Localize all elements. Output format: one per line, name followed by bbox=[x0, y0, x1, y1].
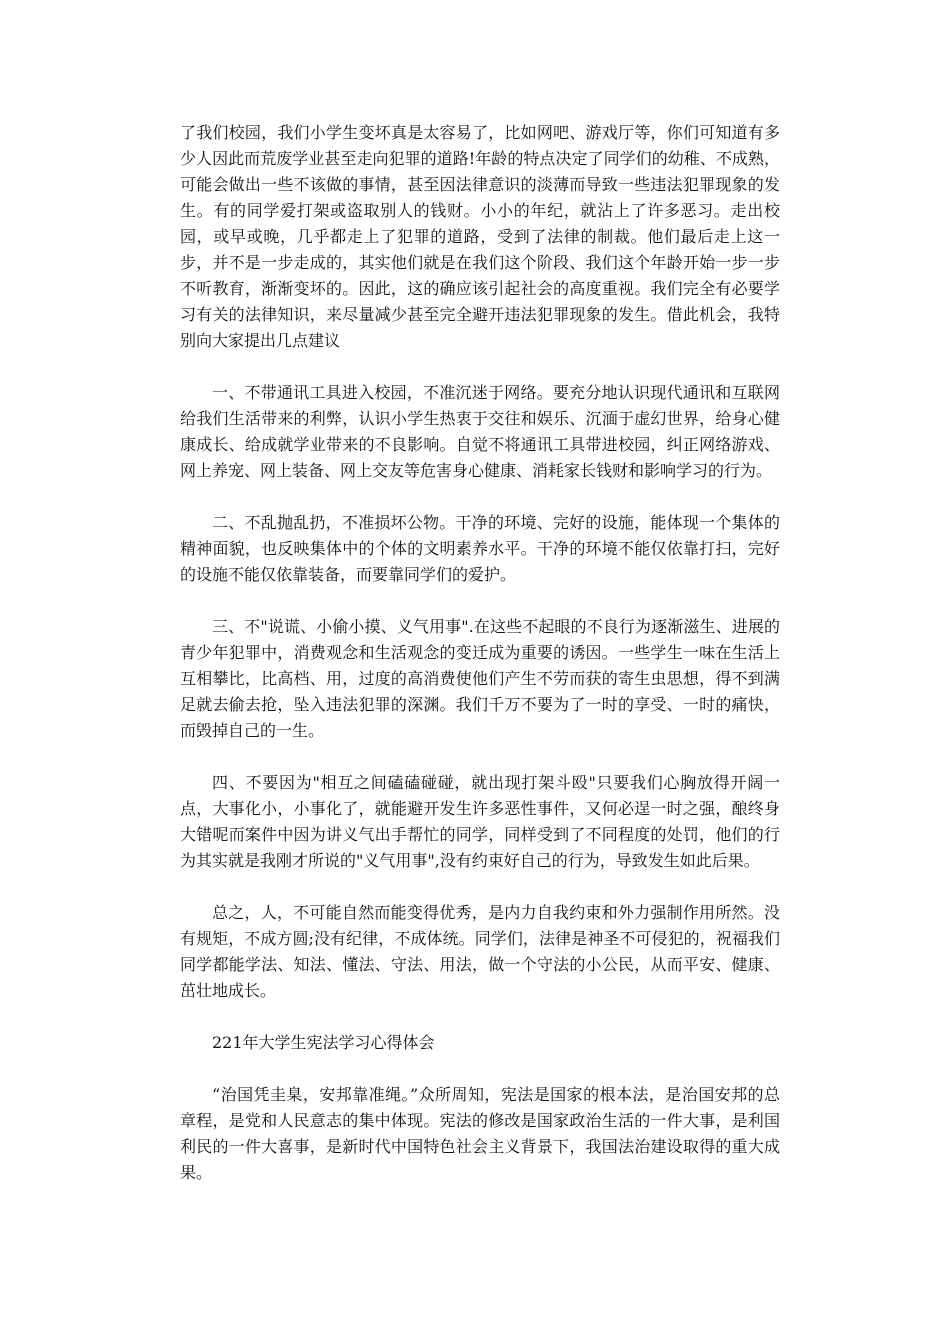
section-heading: 221年大学生宪法学习心得体会 bbox=[212, 1033, 435, 1052]
paragraph-suggestion-1: 一、不带通讯工具进入校园，不准沉迷于网络。要充分地认识现代通讯和互联网给我们生活带来的利弊，认识小学生热衷于交往和娱乐、沉湎于虚幻世界，给身心健康成长、给成就学业带来的不良影响。自觉不将通讯工具带进校园，纠正网络游戏、网上养宠、网上装备、网上交友等危害身心健康、消耗家长钱财和影响学习的行为。 bbox=[180, 383, 780, 480]
paragraph-suggestion-3: 三、不"说谎、小偷小摸、义气用事".在这些不起眼的不良行为逐渐滋生、进展的青少年犯罪中，消费观念和生活观念的变迁成为重要的诱因。一些学生一味在生活上互相攀比，比高档、用，过度的高消费使他们产生不劳而获的寄生虫思想，得不到满足就去偷去抢，坠入违法犯罪的深渊。我们千万不要为了一时的享受、一时的痛快，而毁掉自己的一生。 bbox=[180, 617, 780, 740]
paragraph-intro-continued: 了我们校园，我们小学生变坏真是太容易了，比如网吧、游戏厅等，你们可知道有多少人因此而荒废学业甚至走向犯罪的道路!年龄的特点决定了同学们的幼稚、不成熟，可能会做出一些不该做的事情，甚至因法律意识的淡薄而导致一些违法犯罪现象的发生。有的同学爱打架或盗取别人的钱财。小小的年纪，就沾上了许多恶习。走出校园，或早或晚，几乎都走上了犯罪的道路，受到了法律的制裁。他们最后走上这一步，并不是一步走成的，其实他们就是在我们这个阶段、我们这个年龄开始一步一步不听教育，渐渐变坏的。因此，这的确应该引起社会的高度重视。我们完全有必要学习有关的法律知识，来尽量减少甚至完全避开违法犯罪现象的发生。借此机会，我特别向大家提出几点建议 bbox=[180, 123, 780, 350]
paragraph-constitution-intro: “治国凭圭臬，安邦靠准绳。”众所周知，宪法是国家的根本法，是治国安邦的总章程，是党和人民意志的集中体现。宪法的修改是国家政治生活的一件大事，是利国利民的一件大喜事，是新时代中国特色社会主义背景下，我国法治建设取得的重大成果。 bbox=[180, 1085, 780, 1182]
paragraph-suggestion-2: 二、不乱抛乱扔，不准损坏公物。干净的环境、完好的设施，能体现一个集体的精神面貌，也反映集体中的个体的文明素养水平。干净的环境不能仅依靠打扫，完好的设施不能仅依靠装备，而要靠同学们的爱护。 bbox=[180, 513, 780, 584]
document-page bbox=[180, 120, 780, 1212]
paragraph-conclusion: 总之，人，不可能自然而能变得优秀，是内力自我约束和外力强制作用所然。没有规矩，不成方圆;没有纪律，不成体统。同学们，法律是神圣不可侵犯的，祝福我们同学都能学法、知法、懂法、守法、用法，做一个守法的小公民，从而平安、健康、茁壮地成长。 bbox=[180, 903, 780, 1000]
paragraph-suggestion-4: 四、不要因为"相互之间磕磕碰碰，就出现打架斗殴"只要我们心胸放得开阔一点，大事化小，小事化了，就能避开发生许多恶性事件，又何必逞一时之强，酿终身大错呢而案件中因为讲义气出手帮忙的同学，同样受到了不同程度的处罚，他们的行为其实就是我刚才所说的"义气用事",没有约束好自己的行为，导致发生如此后果。 bbox=[180, 773, 780, 870]
